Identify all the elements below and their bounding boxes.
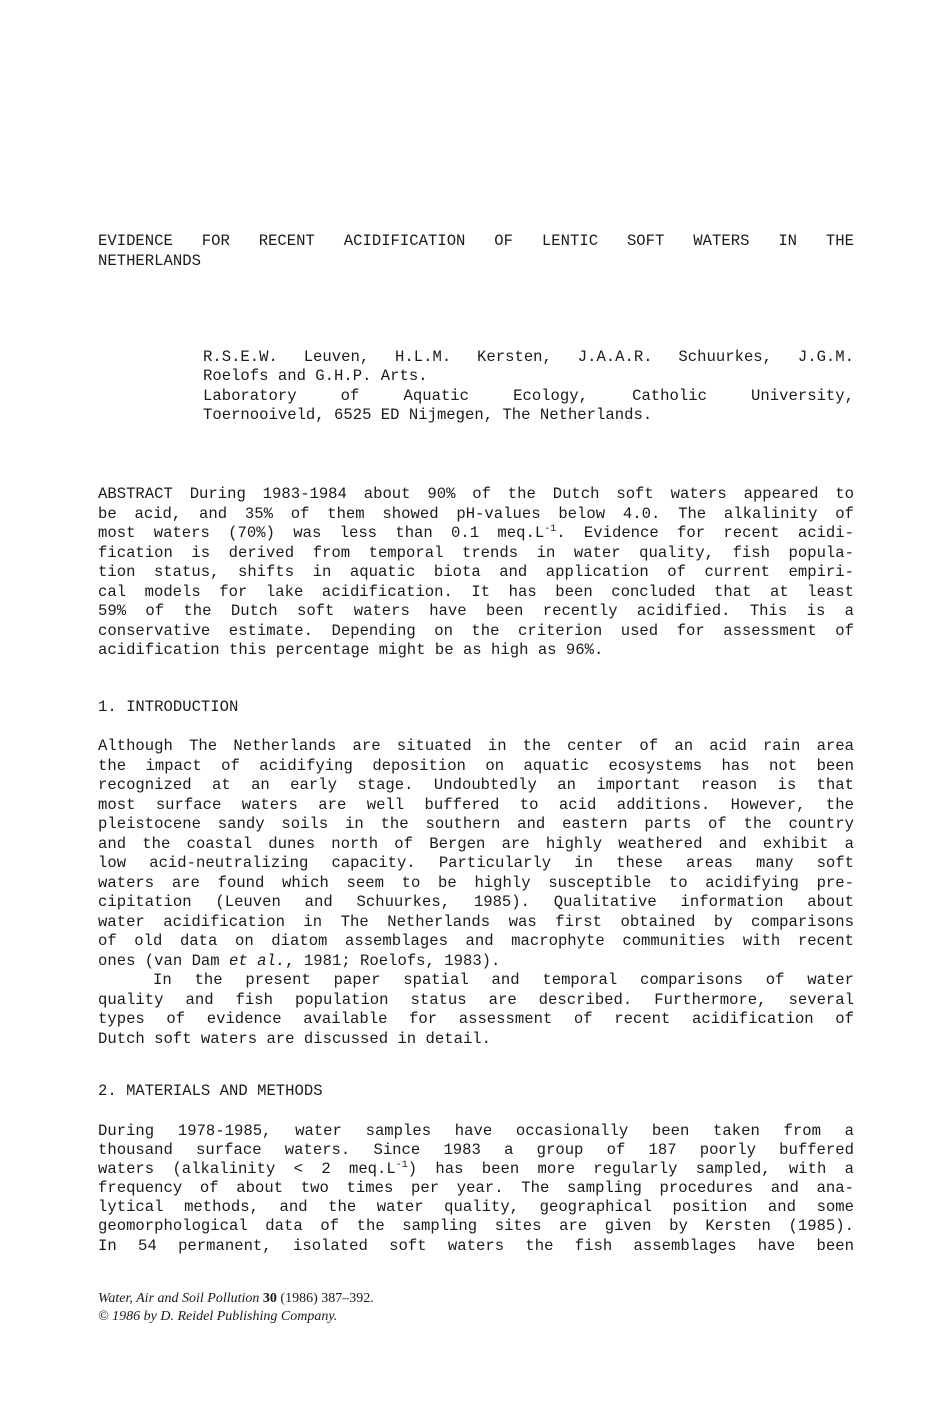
body-line: of old data on diatom assemblages and macrophyte communities with recent <box>98 932 854 950</box>
body-line: thousand surface waters. Since 1983 a group of 187 poorly buffered <box>98 1141 854 1160</box>
abstract-line: ABSTRACT During 1983-1984 about 90% of the Dutch soft waters appeared to <box>98 485 854 503</box>
body-line: Dutch soft waters are discussed in detail. <box>98 1029 492 1048</box>
body-line: types of evidence available for assessment of recent acidification of <box>98 1010 854 1028</box>
body-line: most surface waters are well buffered to acid additions. However, the <box>98 795 854 814</box>
volume: 30 <box>262 1291 277 1306</box>
body-line: water acidification in The Netherlands was first obtained by comparisons <box>98 912 854 931</box>
year-pages: (1986) 387–392. <box>276 1291 374 1306</box>
abstract-line: conservative estimate. Depending on the criterion used for assessment of <box>98 621 854 640</box>
abstract-text: most waters (70%) was less than 0.1 meq.L <box>98 524 545 542</box>
body-text: ) has been more regularly sampled, with a <box>407 1160 854 1179</box>
superscript: -1 <box>544 524 557 535</box>
section-heading: 1. INTRODUCTION <box>98 698 239 716</box>
body-line <box>98 952 854 972</box>
body-line: low acid-neutralizing capacity. Particularly in these areas many soft <box>98 854 854 872</box>
abstract-line <box>98 524 854 544</box>
abstract-line: be acid, and 35% of them showed pH-values below 4.0. The alkalinity of <box>98 504 854 523</box>
citation-line <box>98 1290 374 1308</box>
body-line: waters are found which seem to be highly susceptible to acidifying pre- <box>98 873 854 892</box>
body-line: lytical methods, and the water quality, geographical position and some <box>98 1198 854 1217</box>
body-line: recognized at an early stage. Undoubtedly an important reason is that <box>98 776 854 794</box>
title-line: EVIDENCE FOR RECENT ACIDIFICATION OF LENTIC SOFT WATERS IN THE <box>98 232 854 250</box>
superscript: -1 <box>395 1160 408 1172</box>
body-line: and the coastal dunes north of Bergen are highly weathered and exhibit a <box>98 834 854 853</box>
journal-footer <box>98 1290 374 1325</box>
abstract-line: acidification this percentage might be as high as 96%. <box>98 641 604 659</box>
paper-title <box>98 232 854 271</box>
body-text: ones (van Dam <box>98 951 230 970</box>
journal-name: Water, Air and Soil Pollution <box>98 1291 260 1306</box>
author-names: R.S.E.W. Leuven, H.L.M. Kersten, J.A.A.R. Schuurkes, J.G.M. <box>203 348 854 366</box>
introduction-body <box>98 737 854 1049</box>
section-heading: 2. MATERIALS AND METHODS <box>98 1082 323 1100</box>
author-names: Roelofs and G.H.P. Arts. <box>203 367 428 386</box>
body-line: geomorphological data of the sampling sites are given by Kersten (1985). <box>98 1217 854 1236</box>
body-line: the impact of acidifying deposition on aquatic ecosystems has not been <box>98 756 854 775</box>
body-line: During 1978-1985, water samples have occasionally been taken from a <box>98 1122 854 1140</box>
body-line: pleistocene sandy soils in the southern and eastern parts of the country <box>98 815 854 833</box>
body-line: In 54 permanent, isolated soft waters the fish assemblages have been <box>98 1236 854 1255</box>
body-line: frequency of about two times per year. The sampling procedures and ana- <box>98 1179 854 1198</box>
body-text: , 1981; Roelofs, 1983). <box>285 951 501 970</box>
body-line: quality and fish population status are described. Furthermore, several <box>98 990 854 1009</box>
body-line <box>98 971 854 991</box>
abstract <box>98 485 854 661</box>
body-text: In the present paper spatial and temporal comparisons of water <box>153 971 854 989</box>
abstract-text: . Evidence for recent acidi- <box>556 524 854 542</box>
abstract-line: 59% of the Dutch soft waters have been recently acidified. This is a <box>98 602 854 620</box>
abstract-line: fication is derived from temporal trends in water quality, fish popula- <box>98 543 854 562</box>
affiliation: Laboratory of Aquatic Ecology, Catholic University, <box>203 386 854 405</box>
body-line <box>98 1160 854 1179</box>
body-text: waters (alkalinity < 2 meq.L <box>98 1160 396 1179</box>
methods-body <box>98 1122 854 1256</box>
abstract-line: cal models for lake acidification. It has been concluded that at least <box>98 582 854 601</box>
body-line: Although The Netherlands are situated in the center of an acid rain area <box>98 737 854 755</box>
title-line: NETHERLANDS <box>98 251 201 270</box>
abstract-line: tion status, shifts in aquatic biota and application of current empiri- <box>98 563 854 581</box>
body-line: cipitation (Leuven and Schuurkes, 1985). Qualitative information about <box>98 893 854 911</box>
affiliation: Toernooiveld, 6525 ED Nijmegen, The Netherlands. <box>203 406 653 425</box>
author-block <box>203 348 854 426</box>
citation-italic: et al. <box>229 951 286 970</box>
copyright-line: © 1986 by D. Reidel Publishing Company. <box>98 1308 338 1324</box>
